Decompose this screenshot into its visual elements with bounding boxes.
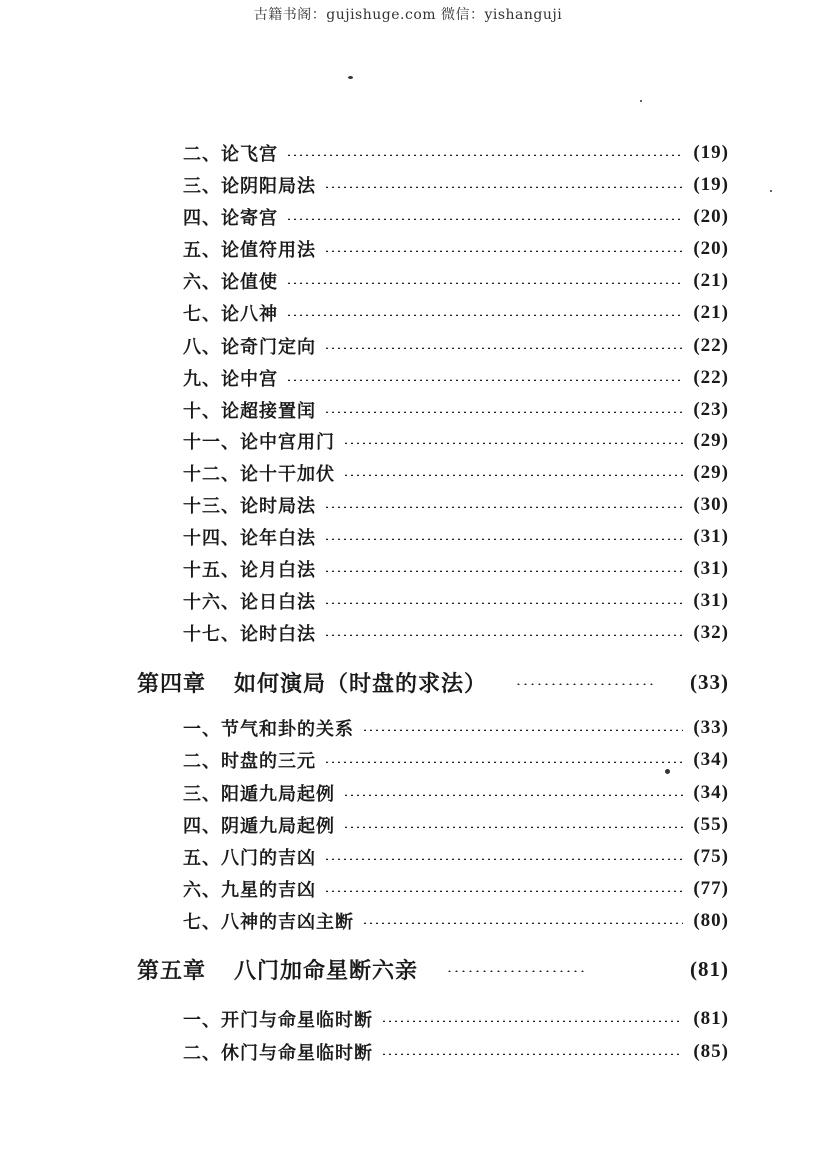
dot-leader [324, 570, 683, 572]
entry-title: 十一、论中宫用门 [183, 432, 335, 453]
dot-leader [286, 218, 683, 220]
page-number: (22) [693, 335, 729, 356]
chapter-title: 如何演局（时盘的求法） [234, 670, 488, 697]
dot-leader [324, 858, 683, 860]
entry-title: 二、时盘的三元 [183, 751, 316, 772]
page-number: (81) [690, 956, 729, 981]
toc-entry-row [183, 809, 729, 841]
dot-leader [324, 506, 683, 508]
page-number: (31) [693, 558, 729, 579]
entry-title: 一、节气和卦的关系 [183, 719, 354, 740]
entry-title: 十二、论十干加伏 [183, 464, 335, 485]
page-number: (75) [693, 846, 729, 867]
toc-entry-row [183, 362, 729, 394]
toc-entry-row [183, 394, 729, 426]
page-number: (19) [693, 174, 729, 195]
entry-title: 六、九星的吉凶 [183, 880, 316, 901]
toc-chapter-row [137, 664, 729, 700]
entry-title: 四、阴遁九局起例 [183, 816, 335, 837]
dot-leader [362, 922, 683, 924]
page-number: (33) [690, 669, 729, 694]
toc-entry-row [183, 841, 729, 873]
entry-title: 十三、论时局法 [183, 496, 316, 517]
page-number: (31) [693, 526, 729, 547]
entry-title: 三、阳遁九局起例 [183, 784, 335, 805]
entry-title: 三、论阴阳局法 [183, 176, 316, 197]
entry-title: 一、开门与命星临时断 [183, 1010, 373, 1031]
page-number: (21) [693, 302, 729, 323]
entry-title: 七、论八神 [183, 304, 278, 325]
page-number: (29) [693, 462, 729, 483]
page-number: (34) [693, 749, 729, 770]
toc-entry-row [183, 233, 729, 265]
dot-leader [324, 890, 683, 892]
dot-leader [362, 729, 683, 731]
entry-title: 五、论值符用法 [183, 240, 316, 261]
dot-leader [286, 154, 683, 156]
toc-entry-row [183, 712, 729, 744]
page-number: (29) [693, 430, 729, 451]
entry-title: 四、论寄宫 [183, 208, 278, 229]
dot-leader [286, 314, 683, 316]
page-number: (22) [693, 367, 729, 388]
toc-entry-row [183, 265, 729, 297]
page-number: (30) [693, 494, 729, 515]
dot-leader [324, 411, 683, 413]
entry-title: 九、论中宫 [183, 369, 278, 390]
dot-leader [286, 379, 683, 381]
entry-title: 十、论超接置闰 [183, 401, 316, 422]
page-number: (31) [693, 590, 729, 611]
dot-leader [343, 794, 683, 796]
toc-entry-row [183, 489, 729, 521]
toc-entry-row [183, 457, 729, 489]
page-number: (85) [693, 1041, 729, 1062]
watermark-text: 古籍书阁：gujishuge.com 微信：yishanguji [253, 7, 563, 23]
toc-entry-row [183, 585, 729, 617]
entry-title: 六、论值使 [183, 272, 278, 293]
toc-entry-row [183, 744, 729, 776]
toc-entry-row [183, 297, 729, 329]
toc-entry-row [183, 905, 729, 937]
page-number: (77) [693, 878, 729, 899]
toc-entry-row [183, 137, 729, 169]
toc-entry-row [183, 777, 729, 809]
toc-chapter-row [137, 951, 729, 987]
dot-leader [286, 282, 683, 284]
entry-title: 五、八门的吉凶 [183, 848, 316, 869]
dot-leader [324, 761, 683, 763]
page-number: (20) [693, 238, 729, 259]
toc-entry-row [183, 521, 729, 553]
page-number: (81) [693, 1008, 729, 1029]
toc-entry-row [183, 553, 729, 585]
dot-leader [343, 826, 683, 828]
toc-entry-row [183, 617, 729, 649]
entry-title: 二、休门与命星临时断 [183, 1043, 373, 1064]
chapter-title: 八门加命星断六亲 [234, 957, 419, 984]
entry-title: 七、八神的吉凶主断 [183, 912, 354, 933]
entry-title: 十四、论年白法 [183, 528, 316, 549]
toc-entry-row [183, 873, 729, 905]
toc-entry-row [183, 1003, 729, 1035]
toc-entry-row [183, 201, 729, 233]
chapter-number: 第四章 [137, 670, 207, 697]
page-number: (33) [693, 717, 729, 738]
toc-entry-row [183, 330, 729, 362]
dot-leader [515, 683, 655, 685]
dot-leader [324, 538, 683, 540]
dot-leader [324, 186, 683, 188]
page-number: (19) [693, 142, 729, 163]
page-number: (34) [693, 782, 729, 803]
dot-leader [324, 250, 683, 252]
entry-title: 十六、论日白法 [183, 592, 316, 613]
dot-leader [381, 1053, 683, 1055]
page-number: (80) [693, 910, 729, 931]
dot-leader [381, 1020, 683, 1022]
entry-title: 十七、论时白法 [183, 624, 316, 645]
dot-leader [324, 634, 683, 636]
dot-leader [324, 602, 683, 604]
toc-entry-row [183, 425, 729, 457]
chapter-number: 第五章 [137, 957, 207, 984]
toc-entry-row [183, 169, 729, 201]
page-number: (32) [693, 622, 729, 643]
dot-leader [324, 347, 683, 349]
dot-leader [343, 442, 683, 444]
dot-leader [343, 474, 683, 476]
entry-title: 八、论奇门定向 [183, 337, 316, 358]
entry-title: 十五、论月白法 [183, 560, 316, 581]
page-number: (55) [693, 814, 729, 835]
dot-leader [446, 970, 586, 972]
page-number: (23) [693, 399, 729, 420]
page-number: (21) [693, 270, 729, 291]
toc-entry-row [183, 1036, 729, 1068]
page-number: (20) [693, 206, 729, 227]
entry-title: 二、论飞宫 [183, 144, 278, 165]
